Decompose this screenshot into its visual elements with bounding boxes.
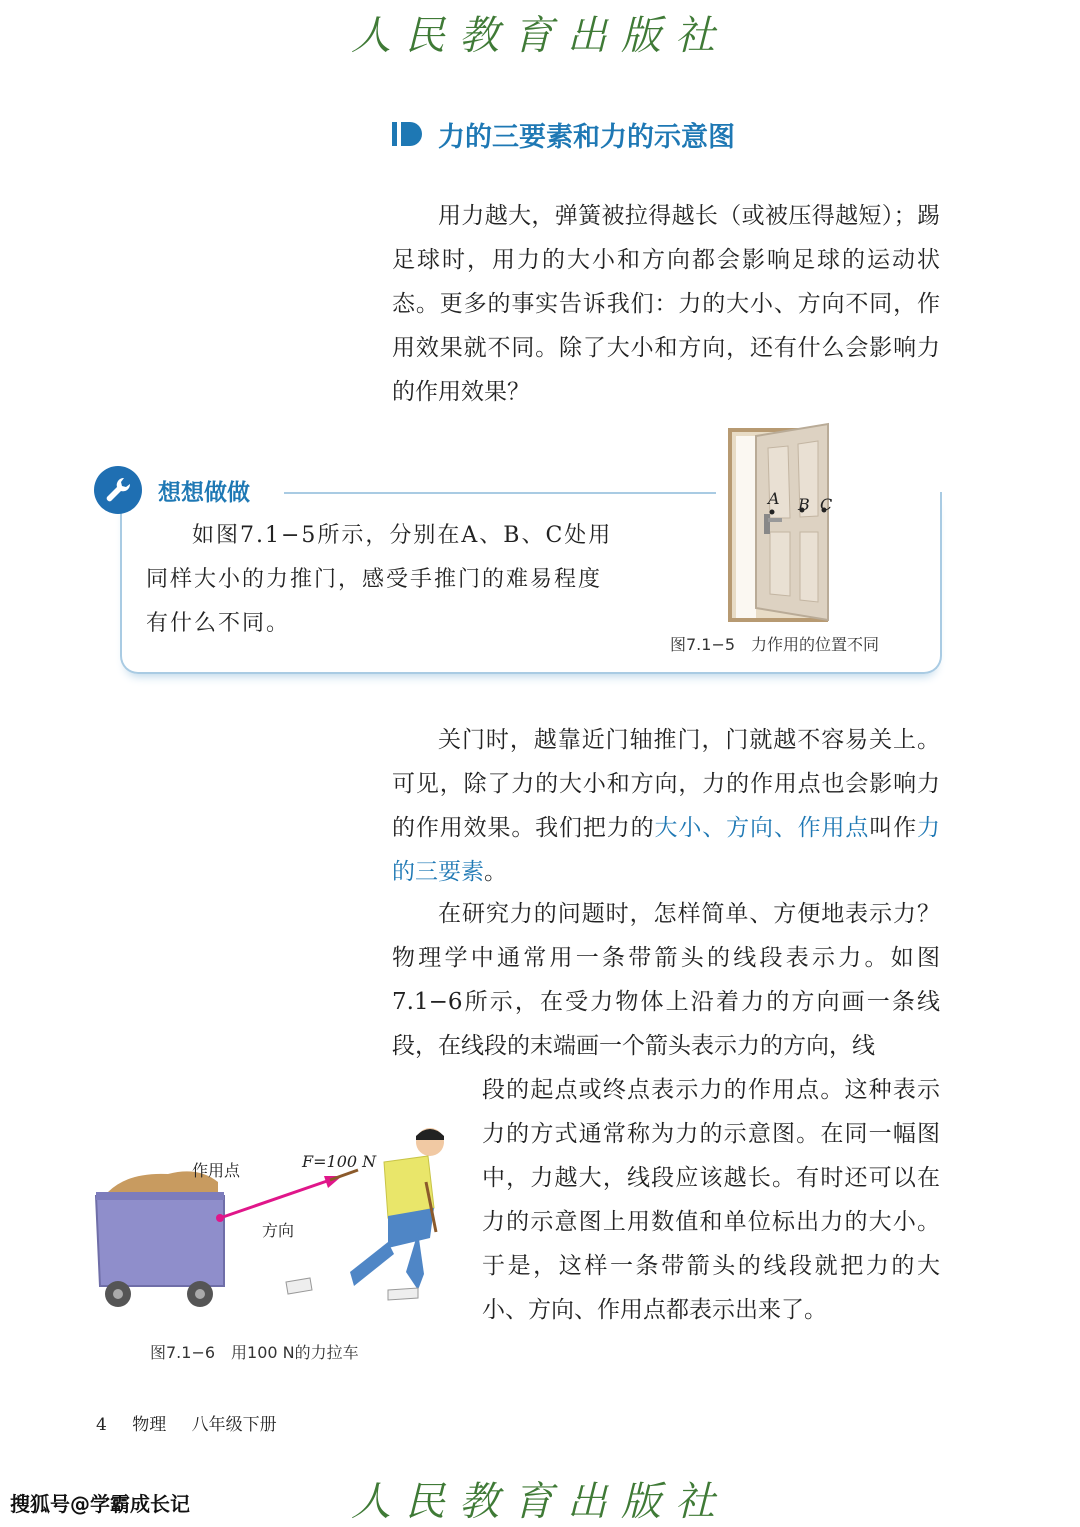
force-arrow-line	[220, 1180, 330, 1218]
highlight-three-elements: 大小、方向、作用点	[654, 815, 870, 841]
text-segment: 。	[484, 859, 507, 885]
label-direction: 方向	[262, 1221, 295, 1240]
door-label-c: C	[820, 495, 833, 514]
force-diagram-paragraph: 在研究力的问题时，怎样简单、方便地表示力？物理学中通常用一条带箭头的线段表示力。如图7.1−6所示，在受力物体上沿着力的方向画一条线段，在线段的末端画一个箭头表示力的方向，线	[392, 901, 940, 1059]
wrench-icon	[94, 466, 142, 514]
book-grade: 八年级下册	[191, 1415, 277, 1435]
section-title: 力的三要素和力的示意图	[438, 121, 735, 153]
page-footer	[96, 1410, 297, 1435]
label-application-point: 作用点	[192, 1161, 241, 1180]
activity-divider	[284, 492, 720, 494]
door-label-a: A	[768, 489, 780, 508]
section-marker-icon	[392, 120, 426, 148]
publisher-logo-bottom: 人民教育出版社	[351, 1479, 729, 1525]
intro-paragraph: 用力越大，弹簧被拉得越长（或被压得越短）；踢足球时，用力的大小和方向都会影响足球的运动状态。更多的事实告诉我们：力的大小、方向不同，作用效果就不同。除了大小和方向，还有什么会影响力的作用效果？	[392, 203, 940, 405]
door-illustration	[716, 418, 836, 624]
section-heading	[392, 112, 735, 156]
publisher-logo-top: 人民教育出版社	[351, 13, 729, 59]
label-force-value: F=100 N	[302, 1152, 377, 1171]
application-point	[216, 1214, 224, 1222]
three-elements-paragraph	[392, 718, 940, 894]
activity-text: 如图7.1−5所示，分别在A、B、C处用同样大小的力推门，感受手推门的难易程度有什么不同。	[146, 523, 613, 636]
point-a-dot	[770, 510, 775, 515]
figure-caption-cart: 图7.1−6 用100 N的力拉车	[150, 1343, 359, 1362]
highlight-term: 力的三要素	[392, 815, 941, 885]
watermark-text: 搜狐号@学霸成长记	[10, 1492, 190, 1516]
force-diagram-paragraph-continued: 段的起点或终点表示力的作用点。这种表示力的方式通常称为力的示意图。在同一幅图中，力越大，线段应该越长。有时还可以在力的示意图上用数值和单位标出力的大小。于是，这样一条带箭头的线段就把力的大小、方向、作用点都表示出来了。	[482, 1077, 940, 1323]
door-label-b: B	[798, 495, 810, 514]
page-number: 4	[96, 1415, 107, 1435]
book-subject: 物理	[132, 1415, 167, 1435]
text-segment: 关门时，越靠近门轴推门，门就越不容易关上。可见，除了力的大小和方向，力的作用点也会影响力的作用效果。我们把力的	[392, 727, 940, 841]
text-segment: 叫作	[869, 815, 918, 841]
activity-title: 想想做做	[158, 480, 250, 506]
figure-caption-door: 图7.1−5 力作用的位置不同	[670, 635, 880, 654]
